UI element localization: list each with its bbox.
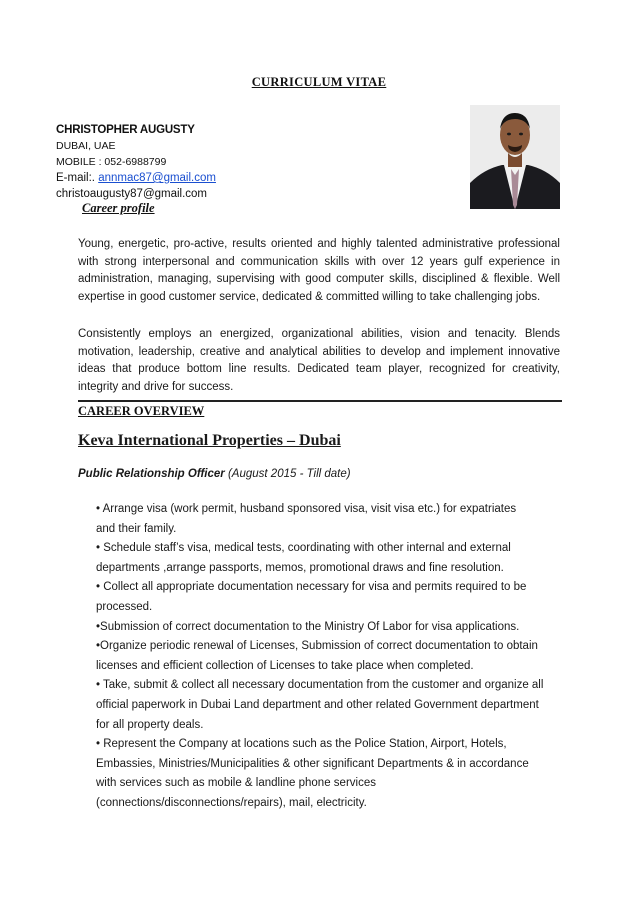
responsibility-line: •Organize periodic renewal of Licenses, Submission of correct documentation to obtain <box>96 640 538 653</box>
email-alt: christoaugusty87@gmail.com <box>56 188 208 200</box>
responsibility-line: • Take, submit & collect all necessary documentation from the customer and organize all <box>96 679 544 692</box>
contact-block <box>56 122 216 202</box>
responsibility-line: processed. <box>96 600 153 613</box>
document-title: CURRICULUM VITAE <box>251 75 387 89</box>
email-line <box>56 170 216 186</box>
responsibilities-list <box>96 500 566 814</box>
responsibility-line: with services such as mobile & landline phone services <box>96 777 376 790</box>
responsibility-line: •Submission of correct documentation to the Ministry Of Labor for visa applications. <box>96 620 520 633</box>
career-overview-heading: CAREER OVERVIEW <box>78 400 562 419</box>
responsibility-line: official paperwork in Dubai Land department and other related Government department <box>96 698 539 711</box>
responsibility-line: Embassies, Ministries/Municipalities & other significant Departments & in accordance <box>96 757 529 770</box>
profile-photo-illustration <box>470 105 560 209</box>
responsibility-line: • Represent the Company at locations such as the Police Station, Airport, Hotels, <box>96 738 507 751</box>
responsibility-line: • Arrange visa (work permit, husband sponsored visa, visit visa etc.) for expatriates <box>96 503 517 515</box>
responsibility-line: and their family. <box>96 522 177 535</box>
mobile-number: MOBILE : 052-6988799 <box>56 156 167 168</box>
company-heading: Keva International Properties – Dubai <box>78 432 341 449</box>
email-link[interactable]: annmac87@gmail.com <box>98 172 216 184</box>
location: DUBAI, UAE <box>56 140 116 152</box>
profile-paragraph-1: Young, energetic, pro-active, results oriented and highly talented administrative professional with strong interpersonal and communication skills with over 12 years gulf experience in administration, managing, supervising with good computer skills, disciplined & flexible. Well expertise in good customer service, dedicated & committed willing to take challenging jobs. <box>78 238 560 303</box>
profile-paragraph-2: Consistently employs an energized, organizational abilities, vision and tenacity. Blends motivation, leadership, creative and analytical abilities to develop and implement innovative ideas that produce bottom line results. Dedicated team player, recognized for creativity, integrity and drive for success. <box>78 328 560 393</box>
responsibility-line: (connections/disconnections/repairs), mail, electricity. <box>96 796 367 809</box>
candidate-name: CHRISTOPHER AUGUSTY <box>56 124 195 136</box>
email-label: E-mail:. <box>56 172 95 184</box>
role-line <box>78 468 351 480</box>
responsibility-line: departments ,arrange passports, memos, promotional draws and fine resolution. <box>96 561 504 574</box>
role-title: Public Relationship Officer <box>78 468 225 480</box>
role-dates: (August 2015 - Till date) <box>227 468 351 480</box>
responsibility-line: licenses and efficient collection of Licenses to take place when completed. <box>96 659 474 672</box>
profile-photo <box>470 105 560 209</box>
responsibility-line: for all property deals. <box>96 718 204 731</box>
responsibility-line: • Schedule staff’s visa, medical tests, coordinating with other internal and external <box>96 542 511 555</box>
responsibility-line: • Collect all appropriate documentation necessary for visa and permits required to be <box>96 581 527 594</box>
career-profile-heading: Career profile <box>82 201 155 215</box>
